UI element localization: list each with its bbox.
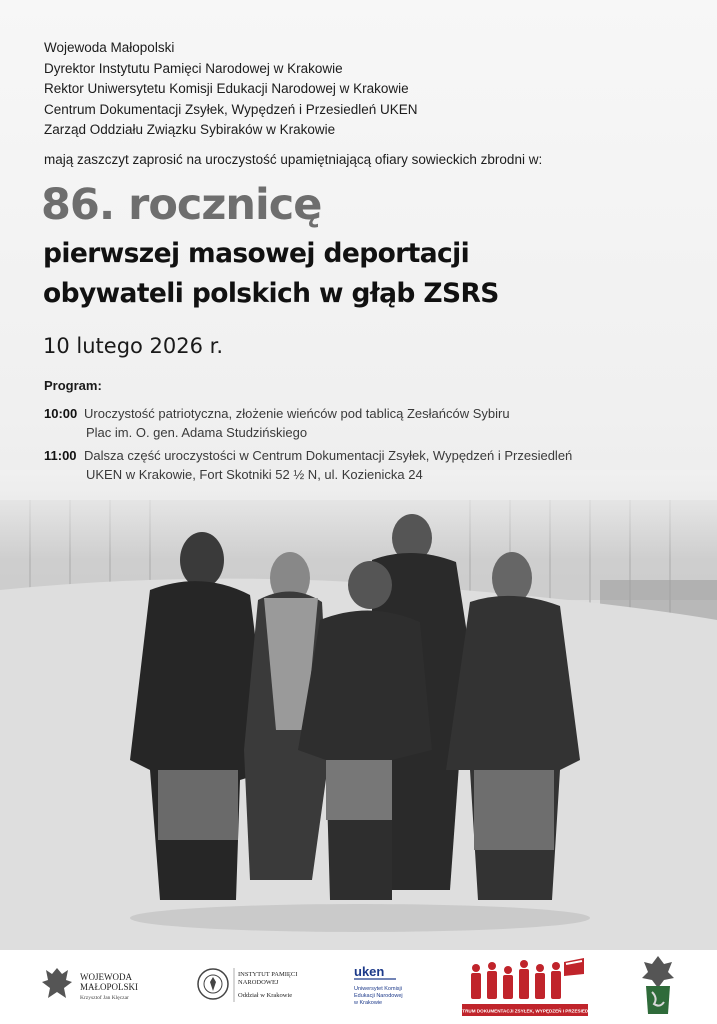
program-time: 11:00 bbox=[44, 448, 77, 463]
ipn-line2: NARODOWEJ bbox=[238, 979, 279, 986]
program-location: UKEN w Krakowie, Fort Skotniki 52 ½ N, ul. Kozienicka 24 bbox=[86, 467, 423, 482]
cdz-logo bbox=[452, 954, 598, 1018]
ipn-line1: INSTYTUT PAMIĘCI bbox=[238, 971, 298, 978]
wojewoda-line3: Krzysztof Jan Klęczar bbox=[80, 995, 129, 1001]
subtitle-line-2: obywateli polskich w głąb ZSRS bbox=[43, 278, 499, 309]
anniversary-headline: 86. rocznicę bbox=[41, 180, 322, 230]
program-label: Program: bbox=[44, 378, 102, 393]
organizer-line: Wojewoda Małopolski bbox=[44, 40, 175, 55]
ipn-line3: Oddział w Krakowie bbox=[238, 992, 293, 999]
uken-wordmark-icon bbox=[352, 962, 432, 1012]
sponsor-logos-footer bbox=[0, 950, 717, 1024]
organizers-list bbox=[44, 38, 418, 141]
deportees-photo bbox=[0, 470, 717, 950]
cdz-figures-icon bbox=[452, 954, 598, 1018]
uken-name: uken bbox=[354, 964, 385, 979]
program-location: Plac im. O. gen. Adama Studzińskiego bbox=[86, 425, 308, 440]
uken-line1: Uniwersytet Komisji bbox=[354, 986, 402, 992]
eagle-emblem-icon bbox=[42, 964, 172, 1008]
program-item bbox=[44, 404, 510, 442]
program-description: Uroczystość patriotyczna, złożenie wieńców pod tablicą Zesłańców Sybiru bbox=[84, 406, 510, 421]
zwiazek-sybirakow-logo bbox=[640, 954, 676, 1018]
organizer-line: Centrum Dokumentacji Zsyłek, Wypędzeń i Przesiedleń UKEN bbox=[44, 101, 418, 117]
cdz-line1: CENTRUM DOKUMENTACJI ZSYŁEK, WYPĘDZEŃ I PRZESIEDLEŃ bbox=[452, 1008, 598, 1014]
uken-line2: Edukacji Narodowej bbox=[354, 993, 403, 999]
zs-eagle-badge-icon bbox=[640, 954, 676, 1018]
ipn-logo bbox=[196, 964, 316, 1008]
program-time: 10:00 bbox=[44, 406, 78, 421]
wojewoda-line1: WOJEWODA bbox=[80, 972, 132, 982]
wojewoda-logo bbox=[42, 964, 172, 1008]
uken-line3: w Krakowie bbox=[354, 1000, 383, 1006]
ipn-seal-icon bbox=[196, 964, 316, 1008]
event-date: 10 lutego 2026 r. bbox=[43, 334, 224, 358]
wojewoda-line2: MAŁOPOLSKI bbox=[80, 982, 139, 992]
program-description: Dalsza część uroczystości w Centrum Dokumentacji Zsyłek, Wypędzeń i Przesiedleń bbox=[84, 448, 573, 463]
subtitle-line-1: pierwszej masowej deportacji bbox=[43, 238, 470, 269]
organizer-line: Zarząd Oddziału Związku Sybiraków w Krakowie bbox=[44, 122, 336, 137]
organizer-line: Dyrektor Instytutu Pamięci Narodowej w Krakowie bbox=[44, 60, 343, 76]
program-item bbox=[44, 446, 572, 484]
organizer-line: Rektor Uniwersytetu Komisji Edukacji Narodowej w Krakowie bbox=[44, 81, 409, 96]
invitation-text: mają zaszczyt zaprosić na uroczystość upamiętniającą ofiary sowieckich zbrodni w: bbox=[44, 152, 543, 167]
uken-logo bbox=[352, 962, 432, 1012]
